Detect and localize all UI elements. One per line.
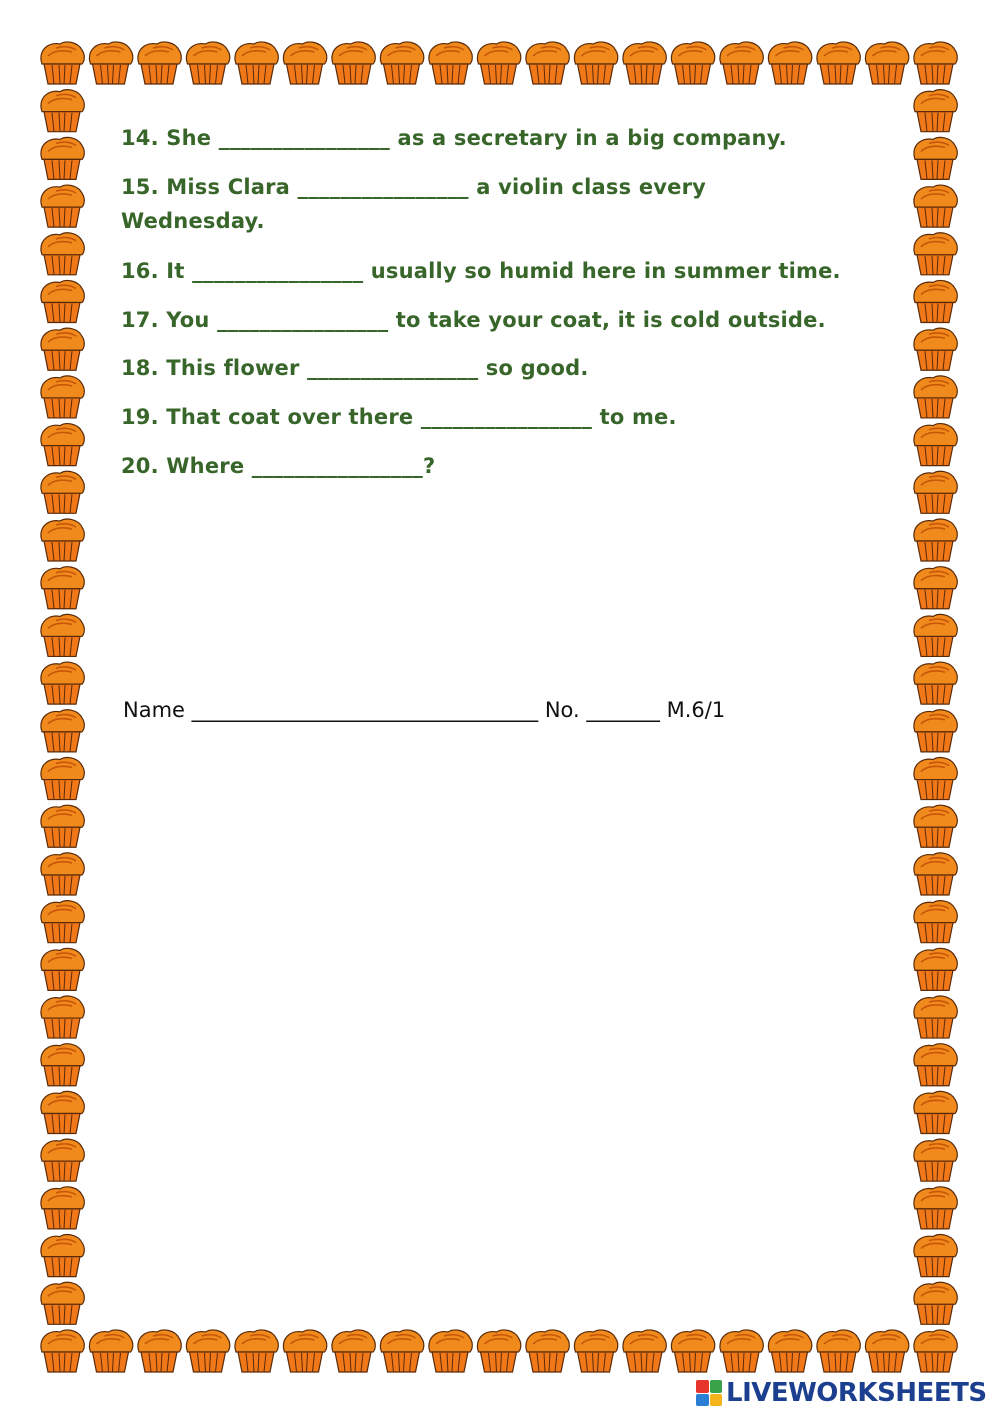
liveworksheets-logo xyxy=(696,1376,996,1410)
cupcake-icon xyxy=(914,233,957,275)
cupcake-icon xyxy=(914,1139,957,1181)
cupcake-icon xyxy=(235,1330,278,1372)
cupcake-icon xyxy=(477,1330,520,1372)
cupcake-icon xyxy=(332,42,375,84)
cupcake-icon xyxy=(41,376,84,418)
cupcake-icon xyxy=(720,1330,763,1372)
cupcake-icon xyxy=(41,233,84,275)
question-16: 16. It ________________ usually so humid here in summer time. xyxy=(121,259,841,283)
cupcake-icon xyxy=(914,1091,957,1133)
cupcake-icon xyxy=(914,281,957,323)
cupcake-icon xyxy=(41,1330,84,1372)
cupcake-icon xyxy=(89,1330,132,1372)
cupcake-icon xyxy=(41,90,84,132)
cupcake-icon xyxy=(41,567,84,609)
cupcake-icon xyxy=(41,948,84,990)
cupcake-icon xyxy=(914,1330,957,1372)
cupcake-icon xyxy=(41,662,84,704)
cupcake-icon xyxy=(41,710,84,752)
cupcake-icon xyxy=(41,328,84,370)
cupcake-icon xyxy=(138,42,181,84)
question-14: 14. She ________________ as a secretary in a big company. xyxy=(121,126,787,150)
cupcake-icon xyxy=(914,90,957,132)
cupcake-icon xyxy=(623,42,666,84)
cupcake-icon xyxy=(429,1330,472,1372)
cupcake-icon xyxy=(41,1187,84,1229)
class-label: M.6/1 xyxy=(666,698,726,722)
cupcake-icon xyxy=(817,1330,860,1372)
cupcake-icon xyxy=(914,853,957,895)
cupcake-icon xyxy=(41,185,84,227)
cupcake-icon xyxy=(283,42,326,84)
number-label: No. xyxy=(544,698,580,722)
cupcake-icon xyxy=(914,328,957,370)
cupcake-icon xyxy=(526,1330,569,1372)
name-blank: _________________________________ xyxy=(191,698,539,722)
cupcake-icon xyxy=(283,1330,326,1372)
cupcake-icon xyxy=(186,42,229,84)
question-18: 18. This flower ________________ so good. xyxy=(121,356,589,380)
cupcake-icon xyxy=(41,996,84,1038)
cupcake-icon xyxy=(865,42,908,84)
cupcake-icon xyxy=(914,424,957,466)
cupcake-icon xyxy=(914,758,957,800)
cupcake-icon xyxy=(817,42,860,84)
cupcake-icon xyxy=(41,42,84,84)
cupcake-icon xyxy=(526,42,569,84)
cupcake-icon xyxy=(41,137,84,179)
cupcake-icon xyxy=(41,424,84,466)
cupcake-icon xyxy=(914,1282,957,1324)
question-19: 19. That coat over there ________________ to me. xyxy=(121,405,677,429)
logo-text: LIVEWORKSHEETS xyxy=(726,1378,987,1408)
cupcake-icon xyxy=(914,662,957,704)
cupcake-icon xyxy=(914,1044,957,1086)
cupcake-icon xyxy=(41,1235,84,1277)
student-info-line xyxy=(123,694,883,726)
cupcake-icon xyxy=(914,1235,957,1277)
cupcake-icon xyxy=(41,471,84,513)
number-blank: _______ xyxy=(586,698,660,722)
cupcake-icon xyxy=(914,567,957,609)
cupcake-icon xyxy=(138,1330,181,1372)
cupcake-icon xyxy=(41,281,84,323)
cupcake-icon xyxy=(720,42,763,84)
cupcake-icon xyxy=(574,1330,617,1372)
cupcake-icon xyxy=(914,471,957,513)
question-20: 20. Where ________________? xyxy=(121,454,436,478)
cupcake-icon xyxy=(914,137,957,179)
cupcake-icon xyxy=(623,1330,666,1372)
cupcake-icon xyxy=(914,996,957,1038)
cupcake-icon xyxy=(89,42,132,84)
cupcake-icon xyxy=(429,42,472,84)
question-17: 17. You ________________ to take your coat, it is cold outside. xyxy=(121,308,826,332)
cupcake-icon xyxy=(671,1330,714,1372)
cupcake-icon xyxy=(914,805,957,847)
cupcake-icon xyxy=(41,1091,84,1133)
cupcake-icon xyxy=(41,805,84,847)
cupcake-icon xyxy=(914,948,957,990)
cupcake-icon xyxy=(186,1330,229,1372)
cupcake-icon xyxy=(41,1139,84,1181)
cupcake-icon xyxy=(41,519,84,561)
cupcake-icon xyxy=(914,185,957,227)
cupcake-icon xyxy=(41,901,84,943)
cupcake-icon xyxy=(41,1282,84,1324)
cupcake-icon xyxy=(477,42,520,84)
cupcake-icon xyxy=(768,42,811,84)
cupcake-icon xyxy=(671,42,714,84)
cupcake-icon xyxy=(914,614,957,656)
cupcake-icon xyxy=(235,42,278,84)
cupcake-icon xyxy=(380,1330,423,1372)
logo-mark-icon xyxy=(696,1380,722,1406)
cupcake-icon xyxy=(914,376,957,418)
cupcake-icon xyxy=(41,758,84,800)
cupcake-icon xyxy=(41,1044,84,1086)
cupcake-icon xyxy=(768,1330,811,1372)
cupcake-icon xyxy=(332,1330,375,1372)
cupcake-icon xyxy=(380,42,423,84)
cupcake-icon xyxy=(865,1330,908,1372)
cupcake-icon xyxy=(41,853,84,895)
cupcake-icon xyxy=(914,710,957,752)
cupcake-icon xyxy=(914,42,957,84)
cupcake-icon xyxy=(574,42,617,84)
cupcake-icon xyxy=(914,901,957,943)
cupcake-icon xyxy=(914,519,957,561)
cupcake-icon xyxy=(41,614,84,656)
question-15: 15. Miss Clara ________________ a violin class every Wednesday. xyxy=(121,175,707,233)
cupcake-icon xyxy=(914,1187,957,1229)
name-label: Name xyxy=(123,698,185,722)
